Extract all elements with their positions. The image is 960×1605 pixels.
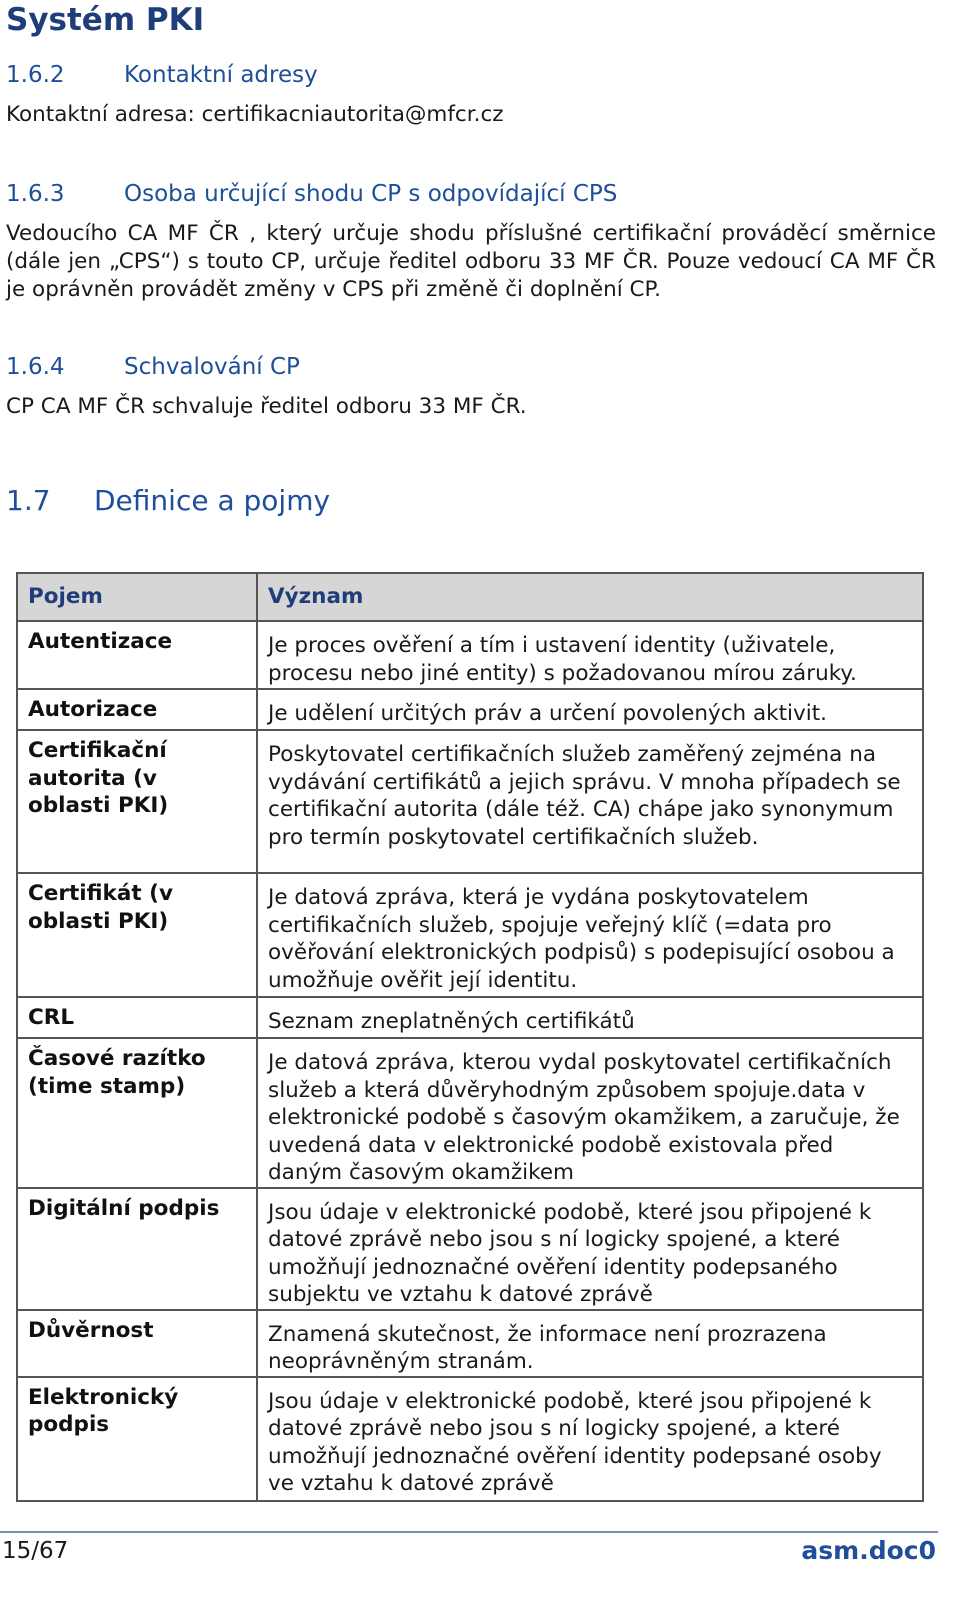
table-row: [17, 730, 923, 873]
term-cell: Certifikační autorita (v oblasti PKI): [17, 730, 257, 873]
section-title: Definice a pojmy: [94, 484, 331, 517]
section-heading-1-6-3: [6, 179, 617, 209]
table-row: [17, 873, 923, 997]
term-cell: Elektronický podpis: [17, 1377, 257, 1501]
table-row: [17, 1038, 923, 1188]
table-row: [17, 689, 923, 730]
table-row: [17, 997, 923, 1038]
cp-approval-text: CP CA MF ČR schvaluje ředitel odboru 33 MF ČR.: [6, 394, 527, 419]
meaning-cell: Jsou údaje v elektronické podobě, které jsou připojené k datové zprávě nebo jsou s ní logicky spojené, a které umožňují jednoznačné ověření identity podepsané osoby ve vztahu k datové zprávě: [257, 1377, 923, 1501]
table-header-row: [17, 573, 923, 621]
meaning-cell: Seznam zneplatněných certifikátů: [257, 997, 923, 1038]
section-number: 1.7: [6, 484, 51, 517]
header-term: Pojem: [17, 573, 257, 621]
table-row: [17, 621, 923, 689]
meaning-cell: Je udělení určitých práv a určení povolených aktivit.: [257, 689, 923, 730]
section-heading-1-6-2: [6, 60, 318, 90]
table-row: [17, 1377, 923, 1501]
section-number: 1.6.2: [6, 62, 65, 88]
term-cell: Certifikát (v oblasti PKI): [17, 873, 257, 997]
header-meaning: Význam: [257, 573, 923, 621]
term-cell: CRL: [17, 997, 257, 1038]
term-cell: Autorizace: [17, 689, 257, 730]
meaning-cell: Znamená skutečnost, že informace není prozrazena neoprávněným stranám.: [257, 1310, 923, 1377]
term-cell: Časové razítko (time stamp): [17, 1038, 257, 1188]
meaning-cell: Jsou údaje v elektronické podobě, které jsou připojené k datové zprávě nebo jsou s ní logicky spojené, a které umožňují jednoznačné ověření identity podepsaného subjektu ve vztahu k datové zprávě: [257, 1188, 923, 1310]
section-heading-1-6-4: [6, 352, 300, 382]
section-title: Osoba určující shodu CP s odpovídající CPS: [124, 181, 618, 207]
meaning-cell: Je datová zpráva, která je vydána poskytovatelem certifikačních služeb, spojuje veřejný klíč (=data pro ověřování elektronických podpisů) s podepisující osobou a umožňuje ověřit její identitu.: [257, 873, 923, 997]
document-title: Systém PKI: [6, 2, 205, 38]
meaning-cell: Je proces ověření a tím i ustavení identity (uživatele, procesu nebo jiné entity) s požadovanou mírou záruky.: [257, 621, 923, 689]
section-title: Kontaktní adresy: [124, 62, 318, 88]
conformity-person-text: Vedoucího CA MF ČR , který určuje shodu příslušné certifikační prováděcí směrnice (dále jen „CPS“) s touto CP, určuje ředitel odboru 33 MF ČR. Pouze vedoucí CA MF ČR je oprávněn provádět změny v CPS při změně či doplnění CP.: [6, 221, 936, 302]
table-row: [17, 1310, 923, 1377]
section-number: 1.6.4: [6, 354, 65, 380]
section-heading-1-7: [6, 483, 330, 519]
section-number: 1.6.3: [6, 181, 65, 207]
table-row: [17, 1188, 923, 1310]
term-cell: Digitální podpis: [17, 1188, 257, 1310]
footer-divider: [0, 1531, 938, 1533]
document-filename: asm.doc0: [801, 1536, 936, 1565]
definitions-table: [16, 572, 924, 1502]
meaning-cell: Je datová zpráva, kterou vydal poskytovatel certifikačních služeb a která důvěryhodným způsobem spojuje.data v elektronické podobě s časovým okamžikem, a zaručuje, že uvedená data v elektronické podobě existovala před daným časovým okamžikem: [257, 1038, 923, 1188]
term-cell: Důvěrnost: [17, 1310, 257, 1377]
section-title: Schvalování CP: [124, 354, 300, 380]
page-number: 15/67: [2, 1538, 69, 1564]
term-cell: Autentizace: [17, 621, 257, 689]
contact-address-text: Kontaktní adresa: certifikacniautorita@mfcr.cz: [6, 102, 504, 127]
meaning-cell: Poskytovatel certifikačních služeb zaměřený zejména na vydávání certifikátů a jejich správu. V mnoha případech se certifikační autorita (dále též. CA) chápe jako synonymum pro termín poskytovatel certifikačních služeb.: [257, 730, 923, 873]
